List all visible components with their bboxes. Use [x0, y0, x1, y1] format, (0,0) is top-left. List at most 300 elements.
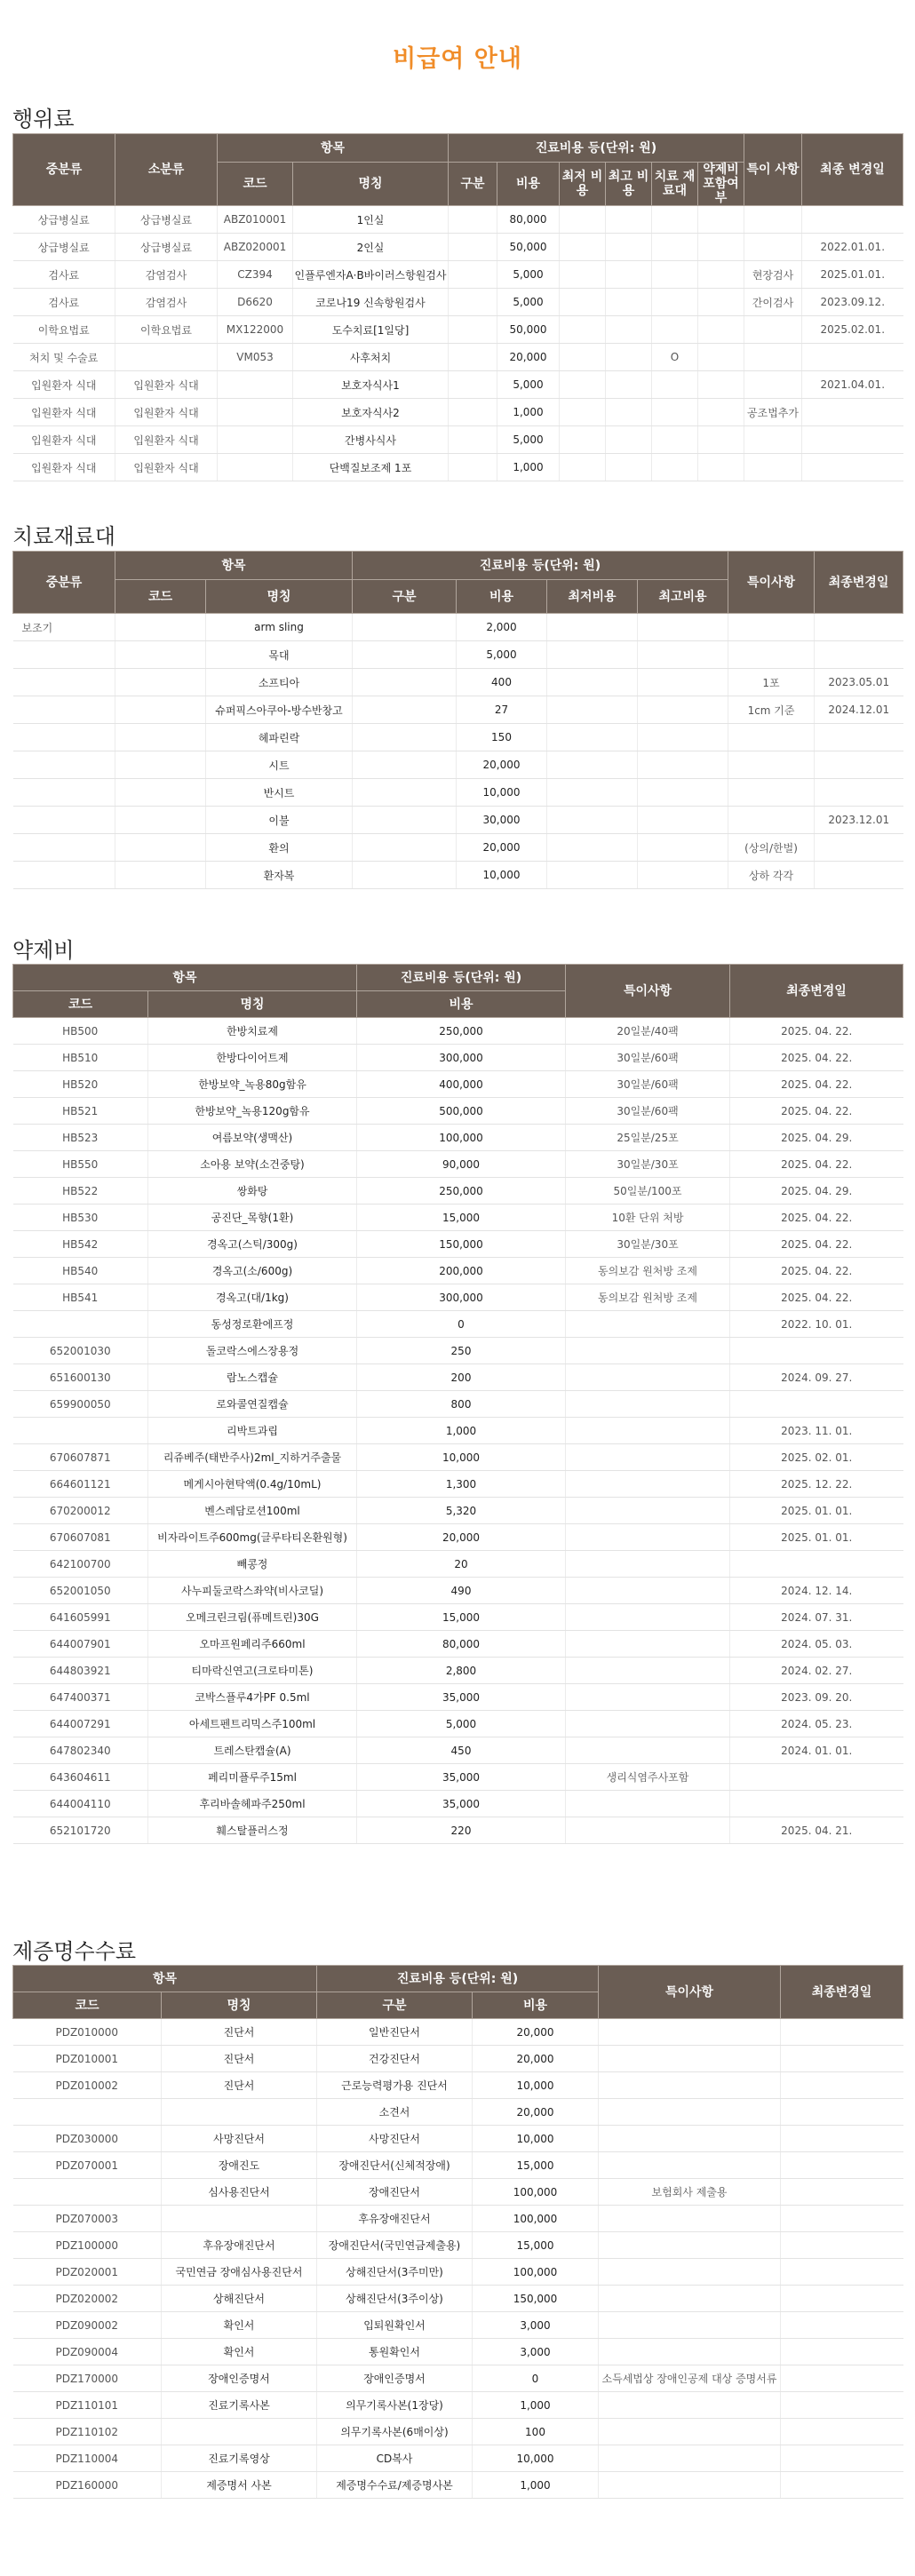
- table-cell: 150: [457, 724, 547, 751]
- table-row: [13, 751, 903, 779]
- table-row: [13, 2286, 903, 2312]
- table-cell: [698, 289, 744, 316]
- table-cell: 이학요법료: [13, 316, 115, 344]
- table-cell: CZ394: [218, 261, 293, 289]
- table-cell: 20,000: [357, 1524, 566, 1551]
- table-cell: [13, 1311, 148, 1338]
- table-cell: HB522: [13, 1178, 148, 1205]
- table-row: [13, 454, 903, 481]
- table-cell: 사후처치: [293, 344, 449, 371]
- table-cell: 15,000: [357, 1205, 566, 1231]
- table-row: [13, 2445, 903, 2472]
- certificate-fees-table: [12, 1965, 903, 2499]
- header-main-category: 중분류: [13, 552, 115, 614]
- table-cell: [802, 206, 903, 234]
- table-cell: 진단서: [162, 2046, 317, 2072]
- table-row: [13, 1631, 903, 1658]
- table-cell: 여름보약(생맥산): [148, 1125, 357, 1151]
- table-cell: 50일분/100포: [566, 1178, 730, 1205]
- table-cell: 642100700: [13, 1551, 148, 1578]
- table-cell: [698, 454, 744, 481]
- table-cell: 30일분/60팩: [566, 1071, 730, 1098]
- table-cell: 반시트: [206, 779, 353, 807]
- table-cell: [638, 862, 728, 889]
- table-cell: [730, 1391, 903, 1418]
- table-cell: 오마프원페리주660ml: [148, 1631, 357, 1658]
- table-cell: [449, 426, 497, 454]
- table-cell: [781, 2472, 903, 2499]
- table-cell: [13, 696, 115, 724]
- table-cell: 후유장애진단서: [162, 2232, 317, 2259]
- table-cell: 입원환자 식대: [13, 454, 115, 481]
- table-cell: 1,000: [473, 2472, 599, 2499]
- table-cell: 670607081: [13, 1524, 148, 1551]
- table-cell: 입원환자 식대: [13, 399, 115, 426]
- table-cell: [698, 426, 744, 454]
- table-cell: [638, 669, 728, 696]
- table-row: [13, 1205, 903, 1231]
- table-cell: 644803921: [13, 1658, 148, 1684]
- table-cell: 처치 및 수술료: [13, 344, 115, 371]
- table-cell: 10환 단위 처방: [566, 1205, 730, 1231]
- table-cell: [781, 2019, 903, 2046]
- table-cell: 5,000: [497, 371, 560, 399]
- table-cell: MX122000: [218, 316, 293, 344]
- table-cell: [730, 1791, 903, 1817]
- table-cell: [115, 614, 206, 641]
- table-cell: 90,000: [357, 1151, 566, 1178]
- table-cell: 2024.12.01: [815, 696, 903, 724]
- table-cell: 800: [357, 1391, 566, 1418]
- table-cell: 670200012: [13, 1498, 148, 1524]
- table-cell: [652, 399, 698, 426]
- table-cell: 80,000: [357, 1631, 566, 1658]
- table-cell: 단백질보조제 1포: [293, 454, 449, 481]
- table-cell: [566, 1791, 730, 1817]
- table-cell: [13, 641, 115, 669]
- table-cell: 652001050: [13, 1578, 148, 1604]
- table-cell: 150,000: [357, 1231, 566, 1258]
- table-cell: 간병사식사: [293, 426, 449, 454]
- table-cell: 2025. 04. 22.: [730, 1071, 903, 1098]
- table-cell: 2022.01.01.: [802, 234, 903, 261]
- table-cell: 35,000: [357, 1684, 566, 1711]
- table-cell: [13, 1418, 148, 1444]
- table-cell: 소아용 보약(소건중탕): [148, 1151, 357, 1178]
- table-cell: HB542: [13, 1231, 148, 1258]
- table-cell: 20,000: [473, 2019, 599, 2046]
- table-cell: [13, 669, 115, 696]
- table-cell: [218, 371, 293, 399]
- table-cell: 헤파린락: [206, 724, 353, 751]
- table-cell: [353, 724, 457, 751]
- table-cell: [560, 289, 606, 316]
- table-cell: [638, 807, 728, 834]
- table-cell: PDZ110101: [13, 2392, 162, 2419]
- table-cell: 15,000: [473, 2232, 599, 2259]
- table-row: [13, 2259, 903, 2286]
- table-cell: 한방보약_녹용80g함유: [148, 1071, 357, 1098]
- table-cell: 35,000: [357, 1791, 566, 1817]
- table-row: [13, 2392, 903, 2419]
- table-cell: 입퇴원확인서: [317, 2312, 473, 2339]
- table-cell: 2024. 07. 31.: [730, 1604, 903, 1631]
- table-cell: 상해진단서: [162, 2286, 317, 2312]
- table-row: [13, 1444, 903, 1471]
- table-cell: [638, 724, 728, 751]
- table-cell: PDZ170000: [13, 2365, 162, 2392]
- table-cell: [449, 344, 497, 371]
- table-cell: 보호자식사2: [293, 399, 449, 426]
- table-cell: 도수치료[1일당]: [293, 316, 449, 344]
- table-cell: 80,000: [497, 206, 560, 234]
- table-cell: 장애진단서(신체적장애): [317, 2152, 473, 2179]
- table-cell: 5,000: [497, 426, 560, 454]
- table-cell: 건강진단서: [317, 2046, 473, 2072]
- table-cell: [815, 751, 903, 779]
- header-remarks: 특이사항: [599, 1966, 781, 2019]
- table-cell: [547, 696, 638, 724]
- header-item: 항목: [218, 134, 449, 163]
- table-cell: 2024. 01. 01.: [730, 1737, 903, 1764]
- table-cell: [730, 1551, 903, 1578]
- table-cell: 30일분/60팩: [566, 1045, 730, 1071]
- table-cell: D6620: [218, 289, 293, 316]
- table-cell: [566, 1444, 730, 1471]
- table-cell: [698, 234, 744, 261]
- table-cell: 670607871: [13, 1444, 148, 1471]
- table-cell: 경옥고(스틱/300g): [148, 1231, 357, 1258]
- table-cell: 확인서: [162, 2339, 317, 2365]
- table-cell: 후리바솔헤파주250ml: [148, 1791, 357, 1817]
- table-cell: 로와콜연질캡슐: [148, 1391, 357, 1418]
- table-cell: [606, 289, 652, 316]
- table-row: [13, 371, 903, 399]
- table-cell: [218, 454, 293, 481]
- table-cell: [13, 807, 115, 834]
- table-row: [13, 1684, 903, 1711]
- table-cell: [802, 344, 903, 371]
- table-cell: 20,000: [497, 344, 560, 371]
- table-cell: [449, 289, 497, 316]
- table-cell: [606, 206, 652, 234]
- table-cell: 2023.09.12.: [802, 289, 903, 316]
- table-cell: 벤스레담로션100ml: [148, 1498, 357, 1524]
- table-cell: [115, 834, 206, 862]
- table-cell: [566, 1817, 730, 1844]
- table-cell: PDZ090004: [13, 2339, 162, 2365]
- header-item: 항목: [115, 552, 353, 580]
- header-code: 코드: [13, 991, 148, 1018]
- table-row: [13, 1178, 903, 1205]
- table-cell: 상급병실료: [115, 234, 218, 261]
- table-row: [13, 834, 903, 862]
- table-row: [13, 2419, 903, 2445]
- table-cell: HB500: [13, 1018, 148, 1045]
- table-cell: PDZ070001: [13, 2152, 162, 2179]
- table-cell: 2,000: [457, 614, 547, 641]
- table-row: [13, 1071, 903, 1098]
- table-cell: [744, 371, 802, 399]
- header-name: 명칭: [206, 580, 353, 614]
- table-cell: 2024. 02. 27.: [730, 1658, 903, 1684]
- table-row: [13, 1364, 903, 1391]
- table-cell: 652101720: [13, 1817, 148, 1844]
- table-cell: [599, 2472, 781, 2499]
- table-cell: 10,000: [473, 2126, 599, 2152]
- header-max-price: 최고 비용: [606, 163, 652, 206]
- table-cell: 근로능력평가용 진단서: [317, 2072, 473, 2099]
- table-cell: [599, 2072, 781, 2099]
- table-cell: [449, 206, 497, 234]
- header-last-changed: 최종변경일: [730, 965, 903, 1018]
- header-type: 구분: [317, 1992, 473, 2019]
- table-cell: 2025. 04. 29.: [730, 1178, 903, 1205]
- header-cost: 진료비용 등(단위: 원): [449, 134, 744, 163]
- table-cell: 소득세법상 장애인공제 대상 증명서류: [599, 2365, 781, 2392]
- table-cell: [802, 399, 903, 426]
- table-cell: [698, 206, 744, 234]
- table-cell: [781, 2312, 903, 2339]
- table-cell: 20,000: [473, 2046, 599, 2072]
- table-cell: 의무기록사본(6매이상): [317, 2419, 473, 2445]
- table-cell: 5,000: [357, 1711, 566, 1737]
- table-cell: [566, 1311, 730, 1338]
- table-cell: PDZ020002: [13, 2286, 162, 2312]
- table-cell: [638, 614, 728, 641]
- table-row: [13, 2339, 903, 2365]
- table-cell: 보험회사 제출용: [599, 2179, 781, 2206]
- table-cell: [115, 641, 206, 669]
- table-cell: 2024. 05. 23.: [730, 1711, 903, 1737]
- table-cell: [781, 2206, 903, 2232]
- table-cell: [698, 316, 744, 344]
- table-cell: 644007291: [13, 1711, 148, 1737]
- table-cell: [599, 2206, 781, 2232]
- table-cell: 제증명서 사본: [162, 2472, 317, 2499]
- table-cell: 2025. 04. 22.: [730, 1045, 903, 1071]
- table-cell: [606, 399, 652, 426]
- table-cell: 20,000: [457, 751, 547, 779]
- table-row: [13, 2179, 903, 2206]
- table-cell: [781, 2152, 903, 2179]
- table-cell: [599, 2392, 781, 2419]
- table-cell: 오메크린크림(퓨메트린)30G: [148, 1604, 357, 1631]
- header-remarks: 특이사항: [566, 965, 730, 1018]
- table-cell: 220: [357, 1817, 566, 1844]
- table-cell: 2인실: [293, 234, 449, 261]
- table-cell: 통원확인서: [317, 2339, 473, 2365]
- table-cell: 입원환자 식대: [115, 426, 218, 454]
- table-cell: [781, 2286, 903, 2312]
- table-cell: 2024. 09. 27.: [730, 1364, 903, 1391]
- table-row: [13, 641, 903, 669]
- table-cell: [547, 724, 638, 751]
- table-row: [13, 669, 903, 696]
- table-cell: [815, 779, 903, 807]
- table-cell: [781, 2259, 903, 2286]
- table-cell: 50,000: [497, 234, 560, 261]
- table-cell: [547, 614, 638, 641]
- table-cell: 20일분/40팩: [566, 1018, 730, 1045]
- table-row: [13, 614, 903, 641]
- table-row: [13, 1791, 903, 1817]
- table-cell: 10,000: [473, 2072, 599, 2099]
- table-cell: [698, 399, 744, 426]
- table-cell: 2025.01.01.: [802, 261, 903, 289]
- table-cell: 490: [357, 1578, 566, 1604]
- table-cell: 30,000: [457, 807, 547, 834]
- header-type: 구분: [353, 580, 457, 614]
- table-row: [13, 1125, 903, 1151]
- table-cell: 100,000: [357, 1125, 566, 1151]
- table-cell: 400: [457, 669, 547, 696]
- table-row: [13, 261, 903, 289]
- table-cell: 슈퍼픽스아쿠아-방수반창고: [206, 696, 353, 724]
- table-cell: 15,000: [473, 2152, 599, 2179]
- header-price: 비용: [357, 991, 566, 1018]
- table-cell: 환의: [206, 834, 353, 862]
- table-cell: 리박트과립: [148, 1418, 357, 1444]
- table-cell: 15,000: [357, 1604, 566, 1631]
- table-cell: 환자복: [206, 862, 353, 889]
- table-cell: 상급병실료: [115, 206, 218, 234]
- table-cell: [652, 316, 698, 344]
- table-row: [13, 2232, 903, 2259]
- table-cell: [547, 779, 638, 807]
- table-cell: [606, 454, 652, 481]
- table-cell: 리쥬베주(태반주사)2ml_지하거주출물: [148, 1444, 357, 1471]
- table-row: [13, 2046, 903, 2072]
- table-cell: 사망진단서: [317, 2126, 473, 2152]
- table-cell: [353, 641, 457, 669]
- table-cell: [652, 206, 698, 234]
- table-row: [13, 2019, 903, 2046]
- table-cell: (상의/한벌): [728, 834, 815, 862]
- table-cell: 코로나19 신속항원검사: [293, 289, 449, 316]
- table-cell: [781, 2232, 903, 2259]
- table-cell: 500,000: [357, 1098, 566, 1125]
- table-cell: [162, 2099, 317, 2126]
- header-main-category: 중분류: [13, 134, 115, 206]
- table-cell: 국민연금 장애심사용진단서: [162, 2259, 317, 2286]
- table-cell: 20: [357, 1551, 566, 1578]
- table-cell: [599, 2445, 781, 2472]
- table-cell: 5,000: [497, 261, 560, 289]
- section-title-certificate-fees: 제증명수수료: [12, 1939, 137, 1964]
- table-cell: 2025. 01. 01.: [730, 1498, 903, 1524]
- table-cell: 보조기: [13, 614, 115, 641]
- table-cell: 목대: [206, 641, 353, 669]
- table-cell: [599, 2419, 781, 2445]
- table-row: [13, 399, 903, 426]
- header-cost: 진료비용 등(단위: 원): [317, 1966, 599, 1992]
- header-last-changed: 최종변경일: [815, 552, 903, 614]
- table-cell: 250,000: [357, 1178, 566, 1205]
- table-cell: [652, 261, 698, 289]
- table-cell: 30일분/30포: [566, 1151, 730, 1178]
- table-cell: [566, 1524, 730, 1551]
- table-row: [13, 1658, 903, 1684]
- table-cell: [449, 316, 497, 344]
- table-row: [13, 1578, 903, 1604]
- table-row: [13, 724, 903, 751]
- table-cell: [560, 426, 606, 454]
- table-cell: 진단서: [162, 2019, 317, 2046]
- table-cell: 10,000: [457, 862, 547, 889]
- table-cell: 450: [357, 1737, 566, 1764]
- table-row: [13, 1737, 903, 1764]
- table-cell: [728, 724, 815, 751]
- table-row: [13, 807, 903, 834]
- table-cell: [599, 2099, 781, 2126]
- table-cell: 30일분/30포: [566, 1231, 730, 1258]
- table-cell: 간이검사: [744, 289, 802, 316]
- header-type: 구분: [449, 163, 497, 206]
- table-cell: 20,000: [473, 2099, 599, 2126]
- table-cell: [115, 862, 206, 889]
- page-title: 비급여 안내: [393, 45, 522, 73]
- table-cell: 쌍화탕: [148, 1178, 357, 1205]
- table-row: [13, 1258, 903, 1284]
- table-cell: ABZ020001: [218, 234, 293, 261]
- table-cell: 사누피둘코락스좌약(비사코딜): [148, 1578, 357, 1604]
- table-cell: [449, 234, 497, 261]
- table-cell: 장애인증명서: [162, 2365, 317, 2392]
- table-cell: HB523: [13, 1125, 148, 1151]
- header-name: 명칭: [148, 991, 357, 1018]
- table-cell: 공진단_목향(1환): [148, 1205, 357, 1231]
- table-cell: [638, 779, 728, 807]
- table-cell: 한방치료제: [148, 1018, 357, 1045]
- table-cell: 경옥고(대/1kg): [148, 1284, 357, 1311]
- table-cell: 람노스캡슐: [148, 1364, 357, 1391]
- table-row: [13, 1311, 903, 1338]
- table-cell: 2,800: [357, 1658, 566, 1684]
- drug-fees-table: [12, 964, 903, 1844]
- table-cell: 647802340: [13, 1737, 148, 1764]
- table-cell: 2025. 04. 22.: [730, 1205, 903, 1231]
- table-cell: [728, 807, 815, 834]
- table-cell: [781, 2046, 903, 2072]
- table-cell: [353, 862, 457, 889]
- table-row: [13, 1151, 903, 1178]
- table-cell: 10,000: [457, 779, 547, 807]
- table-cell: [353, 669, 457, 696]
- table-cell: [744, 206, 802, 234]
- table-cell: [13, 2179, 162, 2206]
- table-cell: 1,000: [497, 454, 560, 481]
- table-cell: [115, 669, 206, 696]
- table-cell: 검사료: [13, 261, 115, 289]
- table-cell: 100,000: [473, 2206, 599, 2232]
- table-cell: 10,000: [357, 1444, 566, 1471]
- table-cell: PDZ100000: [13, 2232, 162, 2259]
- table-row: [13, 779, 903, 807]
- table-row: [13, 2206, 903, 2232]
- table-cell: 감염검사: [115, 289, 218, 316]
- table-cell: [566, 1684, 730, 1711]
- table-cell: 보호자식사1: [293, 371, 449, 399]
- table-cell: 2025. 04. 22.: [730, 1258, 903, 1284]
- header-item: 항목: [13, 1966, 317, 1992]
- table-cell: 경옥고(소/600g): [148, 1258, 357, 1284]
- table-cell: 소프티아: [206, 669, 353, 696]
- table-cell: HB550: [13, 1151, 148, 1178]
- table-cell: 1,000: [497, 399, 560, 426]
- table-cell: 0: [357, 1311, 566, 1338]
- table-cell: [566, 1471, 730, 1498]
